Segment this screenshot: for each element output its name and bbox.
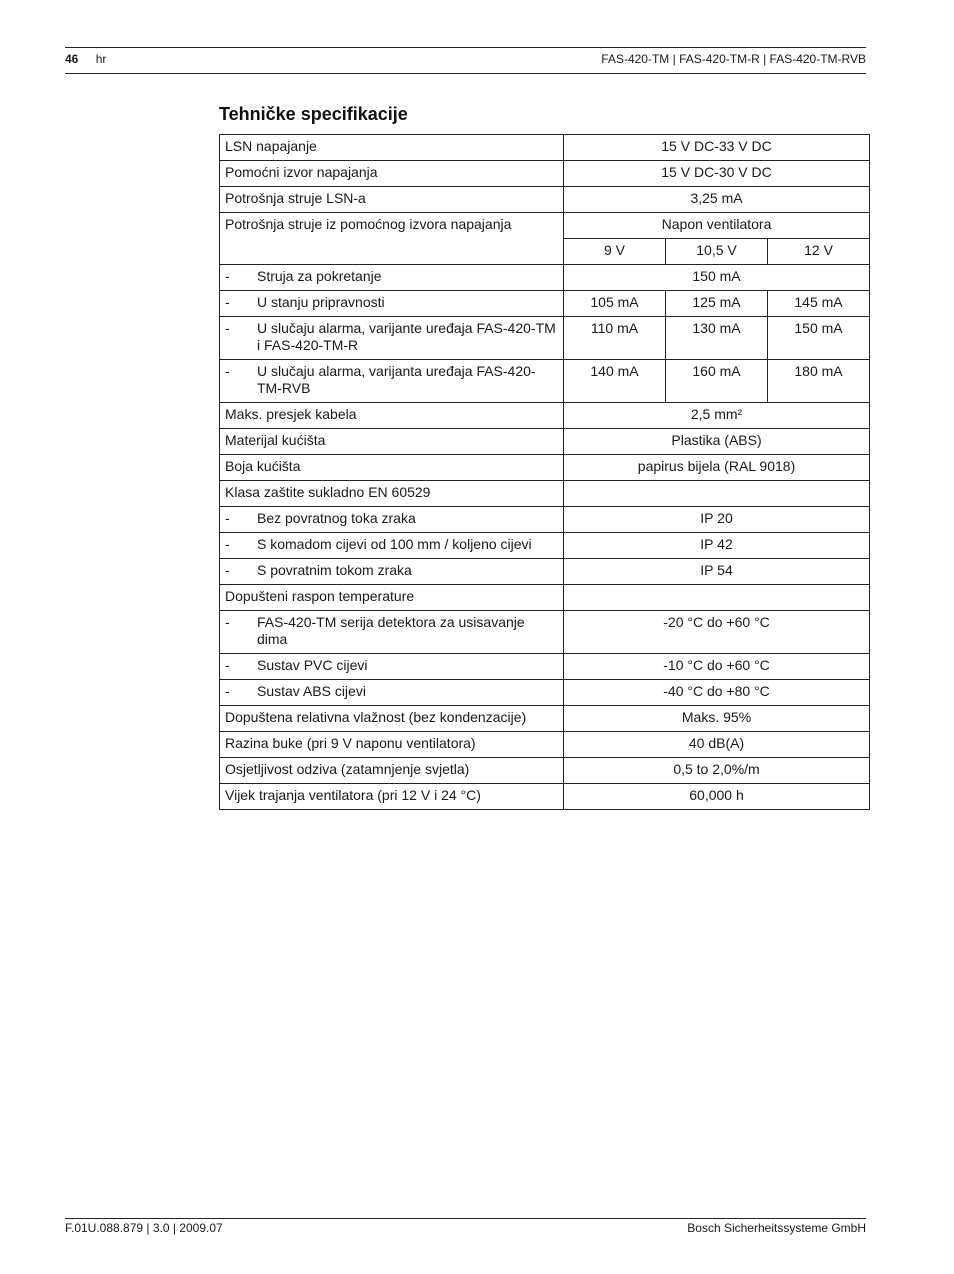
table-row bbox=[220, 758, 870, 784]
spec-sublabel: - FAS-420-TM serija detektora za usisavanje dima bbox=[220, 611, 564, 654]
spec-table bbox=[219, 134, 870, 810]
list-dash: - bbox=[225, 614, 230, 630]
spec-value: 15 V DC-30 V DC bbox=[564, 161, 870, 187]
footer-doc-ref: F.01U.088.879 | 3.0 | 2009.07 bbox=[65, 1221, 223, 1235]
spec-value: 140 mA bbox=[564, 360, 666, 403]
spec-label: Potrošnja struje iz pomoćnog izvora napajanja bbox=[220, 213, 564, 265]
table-row bbox=[220, 611, 870, 654]
spec-sublabel: - S povratnim tokom zraka bbox=[220, 559, 564, 585]
spec-sublabel: - U stanju pripravnosti bbox=[220, 291, 564, 317]
section-title: Tehničke specifikacije bbox=[219, 104, 408, 124]
spec-sublabel: - Sustav PVC cijevi bbox=[220, 654, 564, 680]
list-dash: - bbox=[225, 320, 230, 336]
spec-value: IP 54 bbox=[564, 559, 870, 585]
spec-value: 60,000 h bbox=[564, 784, 870, 810]
header-bottom-rule bbox=[65, 73, 866, 74]
spec-value bbox=[564, 481, 870, 507]
table-row bbox=[220, 317, 870, 360]
spec-value: -20 °C do +60 °C bbox=[564, 611, 870, 654]
spec-sublabel: - Bez povratnog toka zraka bbox=[220, 507, 564, 533]
table-row bbox=[220, 533, 870, 559]
table-row bbox=[220, 585, 870, 611]
spec-sublabel: - S komadom cijevi od 100 mm / koljeno cijevi bbox=[220, 533, 564, 559]
table-row bbox=[220, 161, 870, 187]
footer-company: Bosch Sicherheitssysteme GmbH bbox=[687, 1221, 866, 1235]
footer-rule bbox=[65, 1218, 866, 1219]
list-dash: - bbox=[225, 363, 230, 379]
fan-voltage-9v: 9 V bbox=[564, 239, 666, 265]
spec-label: Boja kućišta bbox=[220, 455, 564, 481]
list-dash: - bbox=[225, 294, 230, 310]
spec-value: Maks. 95% bbox=[564, 706, 870, 732]
list-dash: - bbox=[225, 657, 230, 673]
table-row bbox=[220, 135, 870, 161]
spec-value: 125 mA bbox=[666, 291, 768, 317]
table-row bbox=[220, 403, 870, 429]
table-row bbox=[220, 213, 870, 239]
table-row bbox=[220, 706, 870, 732]
fan-voltage-10-5v: 10,5 V bbox=[666, 239, 768, 265]
page-number: 46 bbox=[65, 52, 79, 66]
spec-value: 15 V DC-33 V DC bbox=[564, 135, 870, 161]
table-row bbox=[220, 654, 870, 680]
table-row bbox=[220, 429, 870, 455]
spec-value: Plastika (ABS) bbox=[564, 429, 870, 455]
header-product: FAS-420-TM | FAS-420-TM-R | FAS-420-TM-RVB bbox=[601, 52, 866, 66]
spec-label: Pomoćni izvor napajanja bbox=[220, 161, 564, 187]
spec-label: Klasa zaštite sukladno EN 60529 bbox=[220, 481, 564, 507]
table-row bbox=[220, 481, 870, 507]
header-left bbox=[65, 52, 106, 66]
spec-value: 130 mA bbox=[666, 317, 768, 360]
spec-value: -40 °C do +80 °C bbox=[564, 680, 870, 706]
spec-label: Vijek trajanja ventilatora (pri 12 V i 24 °C) bbox=[220, 784, 564, 810]
fan-voltage-12v: 12 V bbox=[768, 239, 870, 265]
spec-value: 110 mA bbox=[564, 317, 666, 360]
table-row bbox=[220, 507, 870, 533]
spec-label: Osjetljivost odziva (zatamnjenje svjetla) bbox=[220, 758, 564, 784]
spec-value: IP 42 bbox=[564, 533, 870, 559]
table-row bbox=[220, 455, 870, 481]
spec-value: 0,5 to 2,0%/m bbox=[564, 758, 870, 784]
list-dash: - bbox=[225, 536, 230, 552]
spec-value: 2,5 mm² bbox=[564, 403, 870, 429]
list-dash: - bbox=[225, 562, 230, 578]
table-row bbox=[220, 559, 870, 585]
table-row bbox=[220, 265, 870, 291]
spec-label: Maks. presjek kabela bbox=[220, 403, 564, 429]
list-dash: - bbox=[225, 683, 230, 699]
spec-value bbox=[564, 585, 870, 611]
table-row bbox=[220, 187, 870, 213]
spec-label: Dopuštena relativna vlažnost (bez kondenzacije) bbox=[220, 706, 564, 732]
spec-sublabel: - U slučaju alarma, varijanta uređaja FAS-420-TM-RVB bbox=[220, 360, 564, 403]
spec-value: 160 mA bbox=[666, 360, 768, 403]
list-dash: - bbox=[225, 268, 230, 284]
table-row bbox=[220, 784, 870, 810]
spec-label: Materijal kućišta bbox=[220, 429, 564, 455]
spec-value: 105 mA bbox=[564, 291, 666, 317]
spec-sublabel: - Sustav ABS cijevi bbox=[220, 680, 564, 706]
spec-value: 3,25 mA bbox=[564, 187, 870, 213]
spec-value: -10 °C do +60 °C bbox=[564, 654, 870, 680]
spec-label: LSN napajanje bbox=[220, 135, 564, 161]
spec-label: Potrošnja struje LSN-a bbox=[220, 187, 564, 213]
spec-value: 180 mA bbox=[768, 360, 870, 403]
table-row bbox=[220, 732, 870, 758]
table-row bbox=[220, 680, 870, 706]
table-row bbox=[220, 291, 870, 317]
spec-value: 40 dB(A) bbox=[564, 732, 870, 758]
spec-sublabel: - Struja za pokretanje bbox=[220, 265, 564, 291]
spec-value: 145 mA bbox=[768, 291, 870, 317]
header-top-rule bbox=[65, 47, 866, 48]
spec-label: Razina buke (pri 9 V naponu ventilatora) bbox=[220, 732, 564, 758]
spec-sublabel: - U slučaju alarma, varijante uređaja FAS-420-TM i FAS-420-TM-R bbox=[220, 317, 564, 360]
table-row bbox=[220, 360, 870, 403]
spec-value: 150 mA bbox=[564, 265, 870, 291]
language-code: hr bbox=[95, 52, 107, 66]
spec-label: Dopušteni raspon temperature bbox=[220, 585, 564, 611]
spec-value: 150 mA bbox=[768, 317, 870, 360]
spec-value: IP 20 bbox=[564, 507, 870, 533]
spec-value: Napon ventilatora bbox=[564, 213, 870, 239]
list-dash: - bbox=[225, 510, 230, 526]
spec-value: papirus bijela (RAL 9018) bbox=[564, 455, 870, 481]
